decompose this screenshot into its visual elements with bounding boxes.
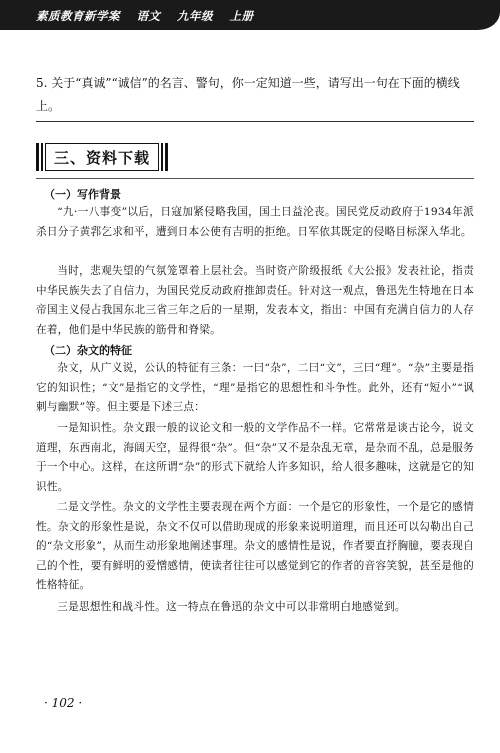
header-volume: 上册 bbox=[229, 9, 254, 23]
header-band bbox=[0, 0, 500, 30]
paragraph: 当时，悲观失望的气氛笼罩着上层社会。当时资产阶级报纸《大公报》发表社论，指责中华民族失去了自信力，为国民党反动政府推卸责任。针对这一观点，鲁迅先生特地在日本帝国主义侵占我国东北三省三年之后的一星期，发表本文，指出：中国有充满自信力的人存在着，他们是中华民族的筋骨和脊梁。 bbox=[36, 265, 474, 336]
section-heading bbox=[36, 143, 170, 171]
paragraph: 二是文学性。杂文的文学性主要表现在两个方面：一个是它的形象性，一个是它的感情性。杂文的形象性是说，杂文不仅可以借助现成的形象来说明道理，而且还可以勾勒出自己的“杂文形象”，从而生动形象地阐述事理。杂文的感情性是说，作者要直抒胸臆，要表现自己的个性，要有鲜明的爱憎感情，使读者往往可以感觉到它的作者的音容笑貌，甚至是他的性格特征。 bbox=[36, 501, 474, 591]
section-title: 三、资料下载 bbox=[45, 143, 159, 171]
subheading-features: （二）杂文的特征 bbox=[44, 344, 132, 357]
heading-bars-left bbox=[36, 143, 45, 171]
paragraph: 三是思想性和战斗性。这一特点在鲁迅的杂文中可以非常明白地感觉到。 bbox=[57, 601, 406, 613]
paragraph: “九·一八事变”以后，日寇加紧侵略我国，国土日益沦丧。国民党反动政府于1934年派杀日分子黄郛乞求和平，遭到日本公使有吉明的拒绝。日军依其既定的侵略目标深入华北。 bbox=[36, 206, 474, 238]
header-subject: 语文 bbox=[136, 9, 161, 23]
subheading-background: （一）写作背景 bbox=[44, 188, 121, 201]
answer-blank-line[interactable] bbox=[36, 121, 474, 122]
heading-bars-right bbox=[161, 143, 170, 171]
paragraph: 一是知识性。杂文跟一般的议论文和一般的文学作品不一样。它常常是谈古论今，说文道理，东西南北，海阔天空，显得很“杂”。但“杂”又不是杂乱无章，是杂而不乱，总是服务于一个中心。这样，在这所谓“杂”的形式下就给人许多知识，给人很多趣味，这就是它的知识性。 bbox=[36, 422, 474, 493]
page-number: · 102 · bbox=[44, 696, 83, 710]
header-series: 素质教育新学案 bbox=[36, 9, 120, 23]
header-grade: 九年级 bbox=[177, 9, 214, 23]
paragraph: 杂文，从广义说，公认的特征有三条：一曰“杂”，二曰“文”，三曰“理”。“杂”主要是指它的知识性；“文”是指它的文学性，“理”是指它的思想性和斗争性。此外，还有“短小”“讽刺与幽默”等。但主要是下述三点： bbox=[36, 362, 474, 413]
question-5: 5. 关于“真诚”“诚信”的名言、警句，你一定知道一些，请写出一句在下面的横线上。 bbox=[36, 76, 460, 113]
section-rule bbox=[36, 178, 474, 179]
running-header bbox=[36, 8, 266, 24]
